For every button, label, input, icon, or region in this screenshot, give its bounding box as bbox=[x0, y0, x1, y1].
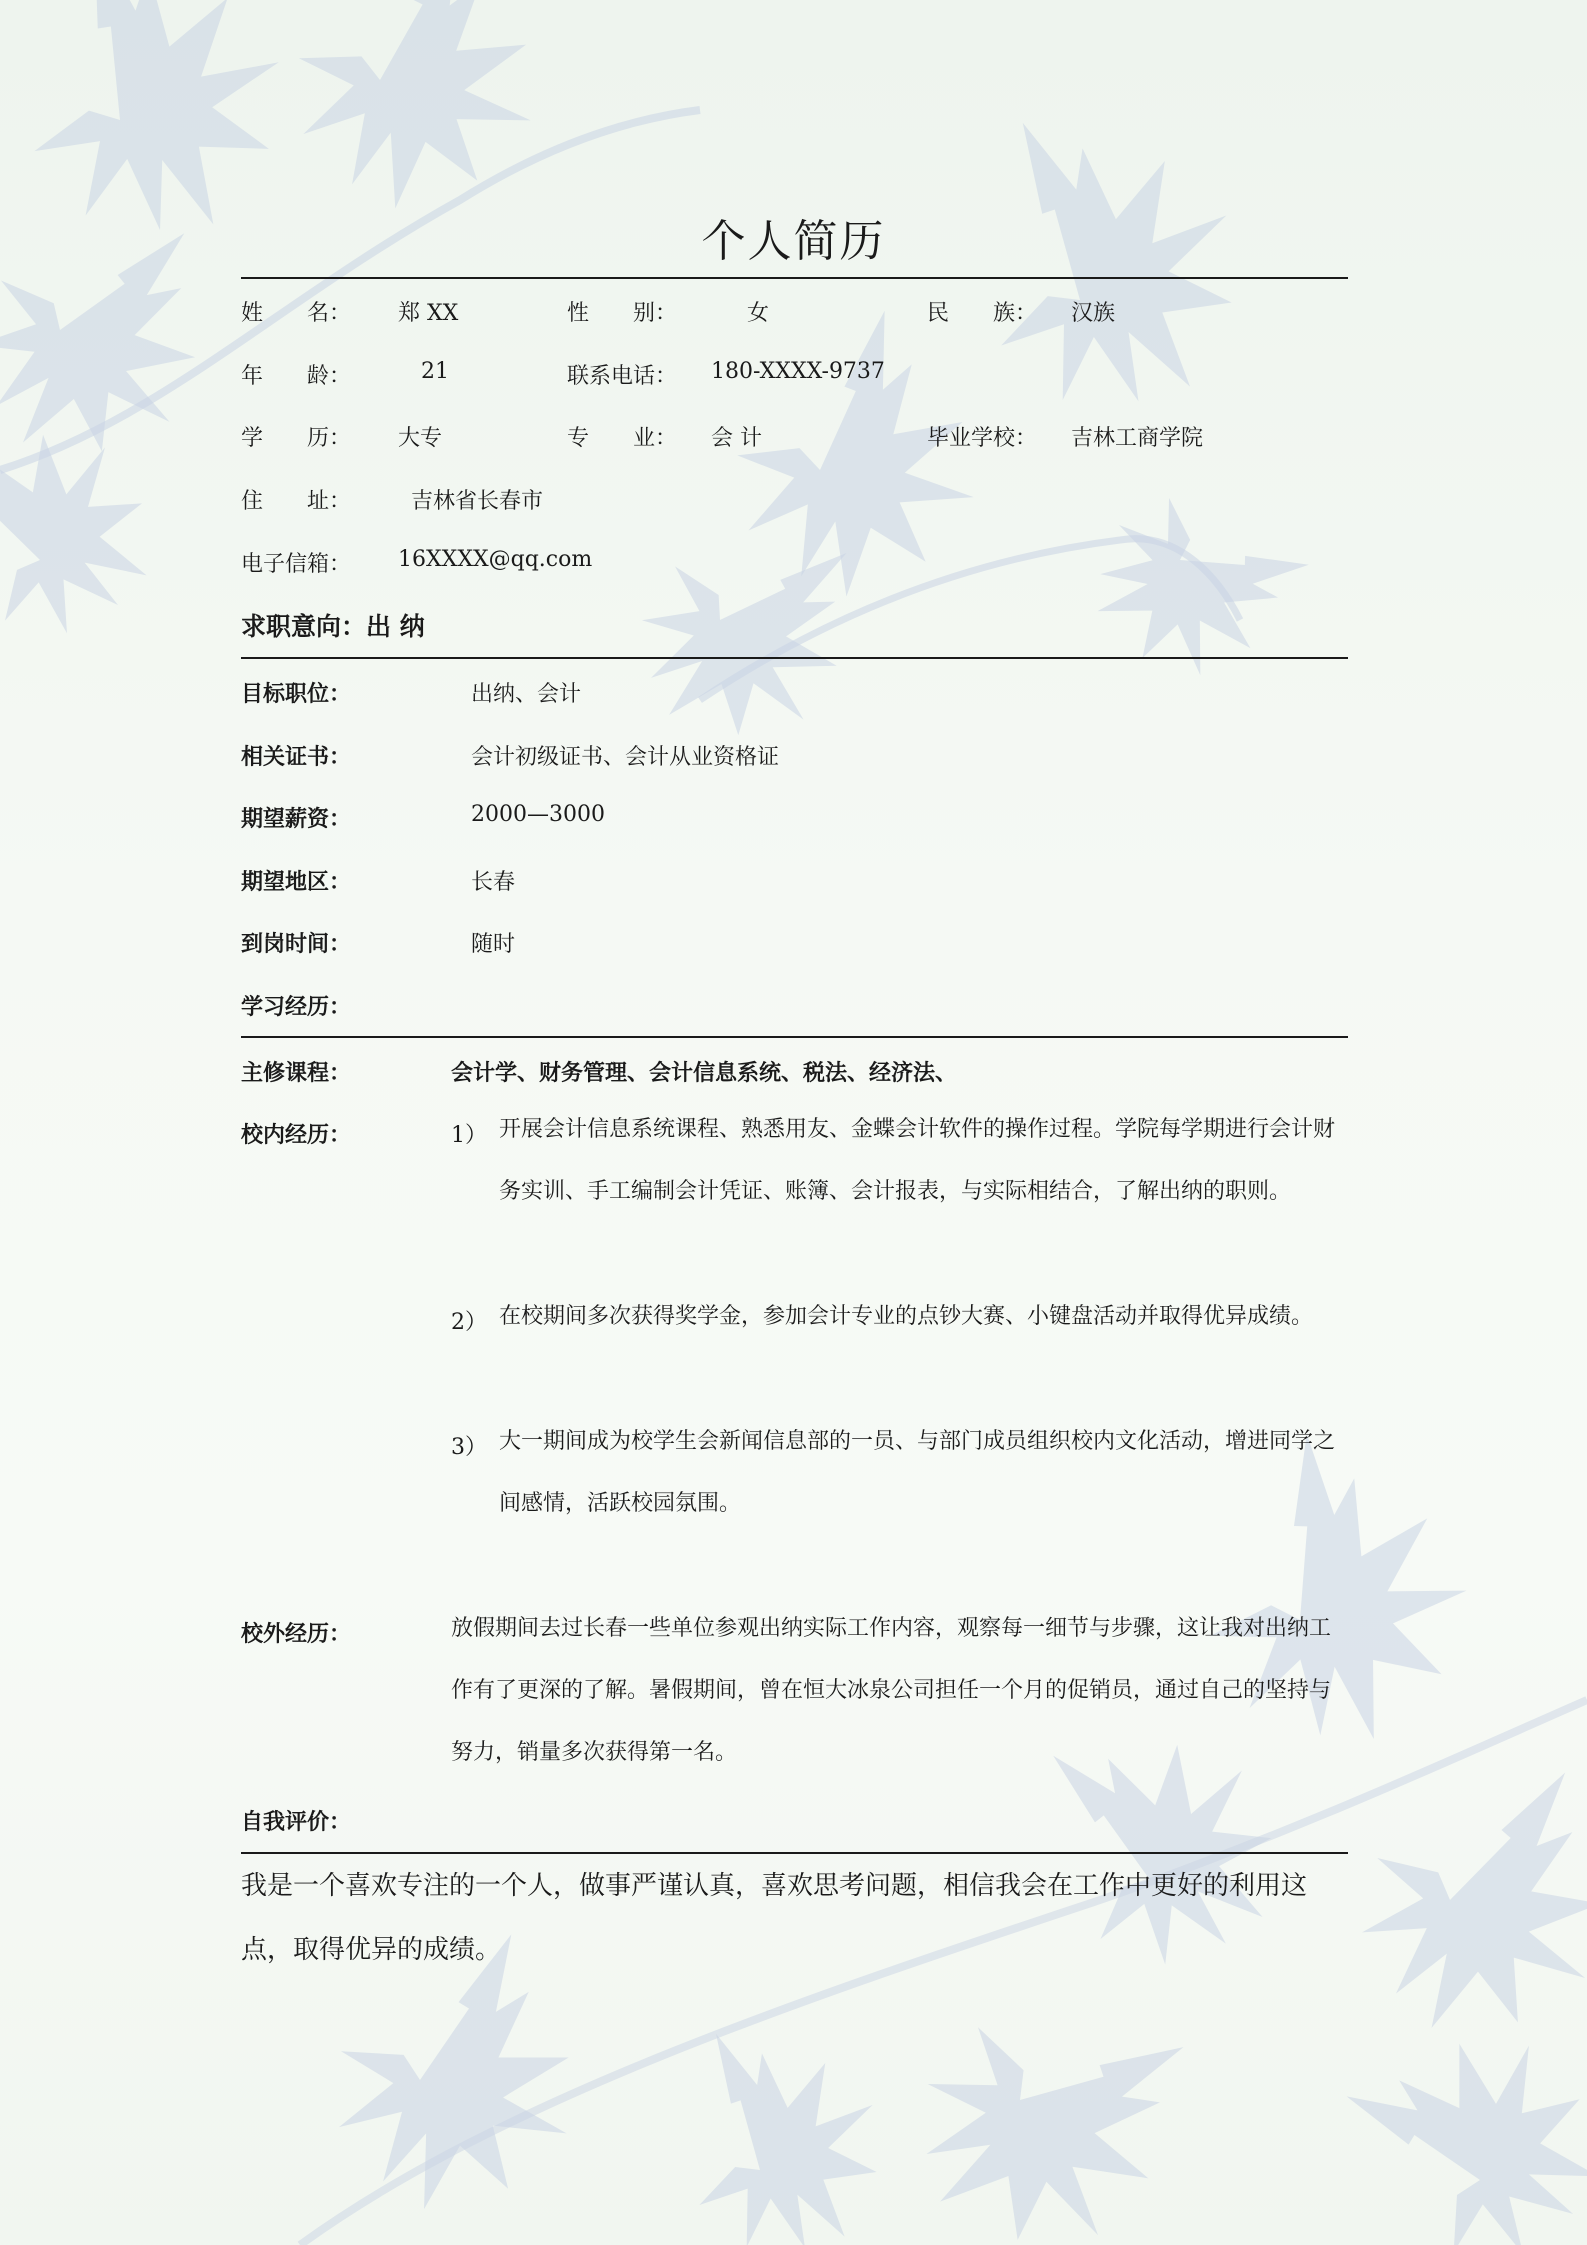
salary-value: 2000—3000 bbox=[471, 802, 605, 827]
region-value: 长春 bbox=[471, 870, 516, 895]
cert-value: 会计初级证书、会计从业资格证 bbox=[471, 745, 780, 770]
major-value: 会 计 bbox=[711, 426, 762, 451]
school-label: 毕业学校： bbox=[927, 426, 1038, 451]
start-value: 随时 bbox=[471, 932, 516, 957]
name-value: 郑 XX bbox=[398, 301, 459, 326]
age-value: 21 bbox=[421, 359, 449, 384]
cert-label: 相关证书： bbox=[241, 744, 352, 770]
intent-divider bbox=[241, 657, 1348, 659]
position-label: 目标职位： bbox=[241, 681, 352, 707]
campus-item-1-text: 开展会计信息系统课程、熟悉用友、金蝶会计软件的操作过程。学院每学期进行会计财务实训、手工编制会计凭证、账簿、会计报表，与实际相结合，了解出纳的职则。 bbox=[499, 1117, 1336, 1204]
name-label: 姓 名： bbox=[241, 301, 352, 326]
age-label: 年 龄： bbox=[241, 364, 352, 389]
ethnicity-value: 汉族 bbox=[1071, 301, 1116, 326]
campus-item-2-text: 在校期间多次获得奖学金，参加会计专业的点钞大赛、小键盘活动并取得优异成绩。 bbox=[499, 1304, 1314, 1329]
address-value: 吉林省长春市 bbox=[411, 489, 544, 514]
major-label: 专 业： bbox=[567, 426, 678, 451]
self-eval-heading: 自我评价： bbox=[241, 1809, 352, 1835]
page-title: 个人简历 bbox=[701, 216, 886, 267]
phone-value: 180-XXXX-9737 bbox=[711, 359, 885, 384]
address-label: 住 址： bbox=[241, 489, 352, 514]
ethnicity-label: 民 族： bbox=[927, 301, 1038, 326]
position-value: 出纳、会计 bbox=[471, 682, 582, 707]
salary-label: 期望薪资： bbox=[241, 806, 352, 832]
study-heading: 学习经历： bbox=[241, 994, 352, 1020]
education-label: 学 历： bbox=[241, 426, 352, 451]
email-label: 电子信箱： bbox=[241, 552, 352, 577]
phone-label: 联系电话： bbox=[567, 364, 678, 389]
self-eval-text: 我是一个喜欢专注的一个人，做事严谨认真，喜欢思考问题，相信我会在工作中更好的利用这点，取得优异的成绩。 bbox=[241, 1871, 1308, 1965]
courses-label: 主修课程： bbox=[241, 1060, 352, 1086]
study-divider bbox=[241, 1036, 1348, 1038]
email-value: 16XXXX@qq.com bbox=[398, 547, 593, 572]
region-label: 期望地区： bbox=[241, 869, 352, 895]
campus-item-1-number: 1） bbox=[451, 1123, 487, 1148]
campus-item-3-text: 大一期间成为校学生会新闻信息部的一员、与部门成员组织校内文化活动，增进同学之间感情，活跃校园氛围。 bbox=[499, 1429, 1336, 1516]
intent-heading: 求职意向：出 纳 bbox=[241, 612, 425, 641]
campus-item-2-number: 2） bbox=[451, 1310, 487, 1335]
title-divider bbox=[241, 277, 1348, 279]
gender-value: 女 bbox=[747, 301, 770, 326]
education-value: 大专 bbox=[398, 426, 443, 451]
campus-item-3-number: 3） bbox=[451, 1435, 487, 1460]
school-value: 吉林工商学院 bbox=[1071, 426, 1204, 451]
external-text: 放假期间去过长春一些单位参观出纳实际工作内容，观察每一细节与步骤，这让我对出纳工作有了更深的了解。暑假期间，曾在恒大冰泉公司担任一个月的促销员，通过自己的坚持与努力，销量多次获得第一名。 bbox=[451, 1616, 1332, 1765]
campus-label: 校内经历： bbox=[241, 1122, 352, 1148]
start-label: 到岗时间： bbox=[241, 931, 352, 957]
gender-label: 性 别： bbox=[567, 301, 678, 326]
external-label: 校外经历： bbox=[241, 1621, 352, 1647]
courses-value: 会计学、财务管理、会计信息系统、税法、经济法、 bbox=[451, 1060, 958, 1086]
